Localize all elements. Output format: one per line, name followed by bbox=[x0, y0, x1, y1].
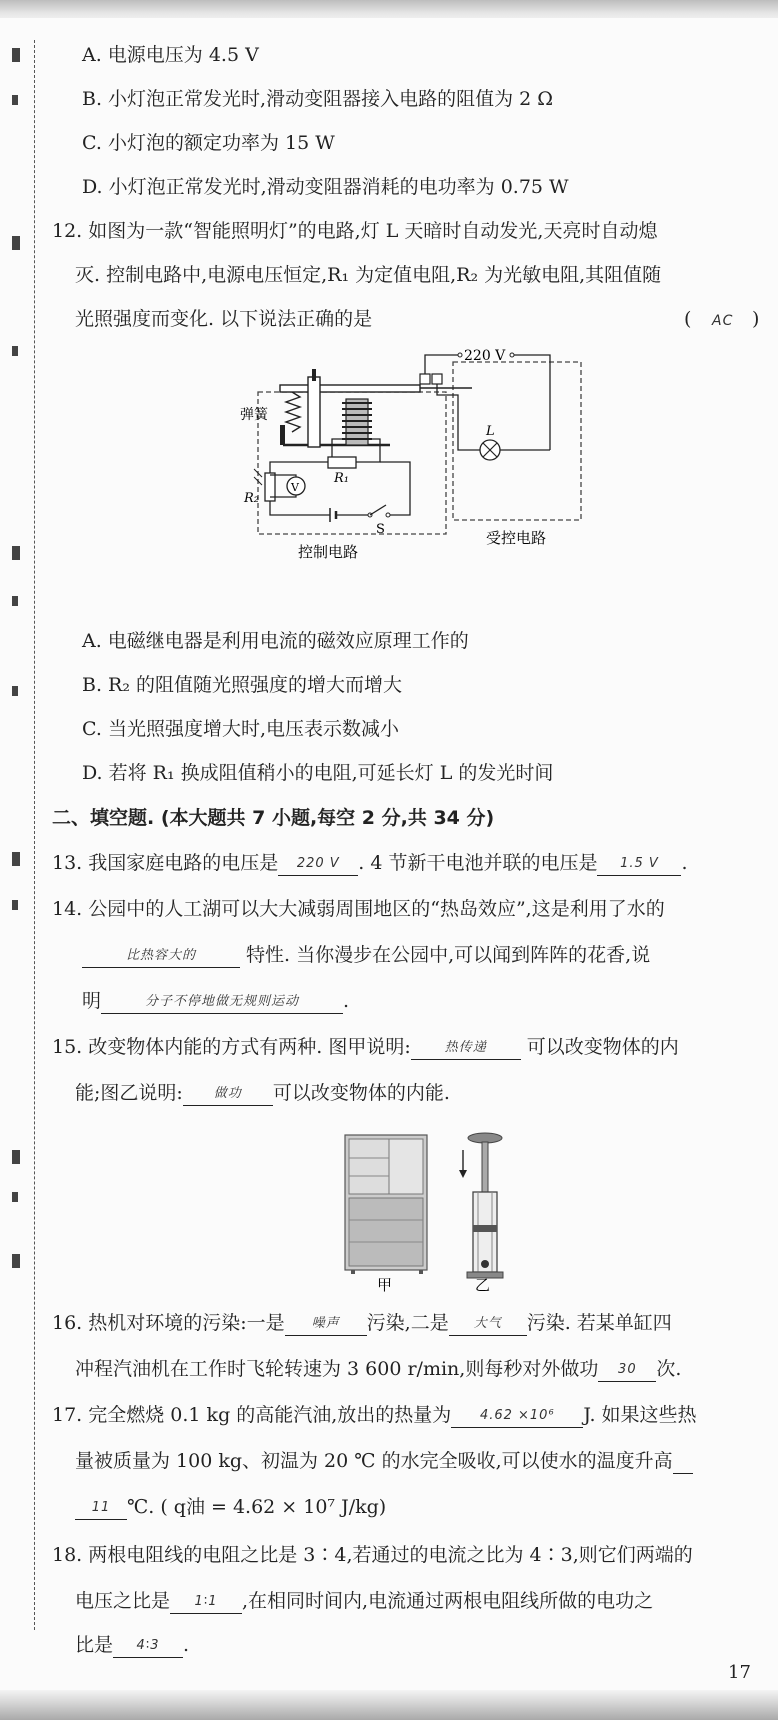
q16-line1 bbox=[52, 1310, 672, 1336]
q17-line1 bbox=[52, 1402, 697, 1428]
r1-label: R₁ bbox=[334, 471, 349, 486]
piston-rod bbox=[482, 1142, 488, 1197]
q16-text-4: 冲程汽油机在工作时飞轮转速为 3 600 r/min,则每秒对外做功 bbox=[75, 1358, 599, 1380]
voltage-label: 220 V bbox=[464, 348, 506, 364]
spring-label: 弹簧 bbox=[240, 407, 268, 423]
q16-text-1: 16. 热机对环境的污染:一是 bbox=[52, 1312, 285, 1334]
q13-text-1: 13. 我国家庭电路的电压是 bbox=[52, 852, 279, 874]
q18-text-4: . bbox=[183, 1634, 190, 1656]
q12-option-a: A. 电磁继电器是利用电流的磁效应原理工作的 bbox=[82, 630, 469, 652]
q13-answer-2: 1.5 V bbox=[597, 853, 681, 876]
q12-stem-line2: 灭. 控制电路中,电源电压恒定,R₁ 为定值电阻,R₂ 为光敏电阻,其阻值随 bbox=[75, 264, 662, 286]
margin-mark bbox=[12, 1254, 20, 1268]
q18-text-3: 比是 bbox=[75, 1634, 114, 1656]
down-arrow-icon bbox=[459, 1170, 467, 1178]
q18-line3 bbox=[75, 1632, 189, 1658]
q11-option-a: A. 电源电压为 4.5 V bbox=[82, 44, 259, 66]
q14-answer-2: 分子不停地做无规则运动 bbox=[101, 991, 343, 1014]
figure-a-label: 甲 bbox=[377, 1276, 393, 1294]
q16-line2 bbox=[75, 1356, 681, 1382]
q18-answer-2: 4∶3 bbox=[113, 1635, 183, 1658]
q12-answer-close: ) bbox=[752, 308, 760, 330]
q17-answer-2: 11 bbox=[75, 1497, 127, 1520]
margin-mark bbox=[12, 95, 18, 105]
q14-line2 bbox=[82, 942, 650, 968]
margin-mark bbox=[12, 852, 20, 866]
q16-text-2: 污染,二是 bbox=[366, 1312, 449, 1334]
q17-blank-start bbox=[673, 1473, 693, 1474]
q18-line1: 18. 两根电阻线的电阻之比是 3∶4,若通过的电流之比为 4∶3,则它们两端的 bbox=[52, 1544, 693, 1566]
margin-mark bbox=[12, 48, 20, 62]
q14-text-4: . bbox=[343, 990, 350, 1012]
q14-text-2: 特性. 当你漫步在公园中,可以闻到阵阵的花香,说 bbox=[246, 944, 651, 966]
q16-answer-2: 大气 bbox=[449, 1313, 527, 1336]
q14-line1: 14. 公园中的人工湖可以大大减弱周围地区的“热岛效应”,这是利用了水的 bbox=[52, 898, 665, 920]
voltmeter-label: V bbox=[291, 481, 299, 494]
q12-option-c: C. 当光照强度增大时,电压表示数减小 bbox=[82, 718, 399, 740]
q12-option-b: B. R₂ 的阻值随光照强度的增大而增大 bbox=[82, 674, 403, 696]
control-circuit-label: 控制电路 bbox=[298, 543, 359, 561]
page-number: 17 bbox=[728, 1662, 751, 1683]
q17-text-1: 17. 完全燃烧 0.1 kg 的高能汽油,放出的热量为 bbox=[52, 1404, 452, 1426]
spring bbox=[286, 392, 300, 432]
q15-line1 bbox=[52, 1034, 679, 1060]
controlled-circuit-label: 受控电路 bbox=[486, 529, 547, 547]
q11-option-c: C. 小灯泡的额定功率为 15 W bbox=[82, 132, 335, 154]
q11-option-b: B. 小灯泡正常发光时,滑动变阻器接入电路的阻值为 2 Ω bbox=[82, 88, 554, 110]
margin-mark bbox=[12, 596, 18, 606]
margin-mark bbox=[12, 1192, 18, 1202]
q17-text-4: ℃. ( q油 = 4.62 × 10⁷ J/kg) bbox=[127, 1496, 387, 1518]
q11-option-d: D. 小灯泡正常发光时,滑动变阻器消耗的电功率为 0.75 W bbox=[82, 176, 569, 198]
q13-text-3: . bbox=[681, 852, 688, 874]
binding-dashed-line bbox=[34, 40, 35, 1630]
q12-stem-line1: 12. 如图为一款“智能照明灯”的电路,灯 L 天暗时自动发光,天亮时自动熄 bbox=[52, 220, 658, 242]
relay-contact bbox=[420, 374, 430, 384]
q15-answer-1: 热传递 bbox=[411, 1037, 521, 1060]
q13-line bbox=[52, 850, 688, 876]
q17-line2 bbox=[75, 1448, 693, 1474]
q16-answer-3: 30 bbox=[598, 1359, 656, 1382]
pivot-post bbox=[308, 377, 320, 447]
section-heading: 二、填空题. (本大题共 7 小题,每空 2 分,共 34 分) bbox=[52, 807, 495, 829]
switch-label: S bbox=[376, 522, 385, 537]
q12-stem-line3: 光照强度而变化. 以下说法正确的是 bbox=[75, 308, 373, 330]
margin-mark bbox=[12, 346, 18, 356]
q16-text-3: 污染. 若某单缸四 bbox=[526, 1312, 672, 1334]
margin-mark bbox=[12, 1150, 20, 1164]
margin-mark bbox=[12, 686, 18, 696]
q14-line3 bbox=[82, 988, 349, 1014]
relay-circuit-diagram bbox=[240, 348, 590, 615]
q17-text-3: 量被质量为 100 kg、初温为 20 ℃ 的水完全吸收,可以使水的温度升高 bbox=[75, 1450, 673, 1472]
q17-answer-1: 4.62 ×10⁶ bbox=[451, 1405, 583, 1428]
bottom-band bbox=[0, 1690, 778, 1720]
figure-b-label: 乙 bbox=[475, 1276, 491, 1294]
switch-s bbox=[370, 505, 386, 515]
margin-mark bbox=[12, 900, 18, 910]
q17-text-2: J. 如果这些热 bbox=[583, 1404, 697, 1426]
q15-text-2: 可以改变物体的内 bbox=[526, 1036, 679, 1058]
q18-text-2: ,在相同时间内,电流通过两根电阻线所做的电功之 bbox=[242, 1590, 654, 1612]
margin-mark bbox=[12, 546, 20, 560]
lamp-label: L bbox=[486, 424, 495, 439]
q18-text-1: 电压之比是 bbox=[75, 1590, 171, 1612]
q15-line2 bbox=[75, 1080, 450, 1106]
q16-text-5: 次. bbox=[656, 1358, 682, 1380]
q12-option-d: D. 若将 R₁ 换成阻值稍小的电阻,可延长灯 L 的发光时间 bbox=[82, 762, 554, 784]
internal-energy-figure bbox=[335, 1130, 535, 1295]
r2-label: R₂ bbox=[244, 491, 259, 506]
q12-answer: AC bbox=[712, 313, 734, 329]
q15-answer-2: 做功 bbox=[183, 1083, 273, 1106]
q15-text-4: 可以改变物体的内能. bbox=[272, 1082, 450, 1104]
q15-text-1: 15. 改变物体内能的方式有两种. 图甲说明: bbox=[52, 1036, 411, 1058]
q14-answer-1: 比热容大的 bbox=[82, 945, 240, 968]
controlled-circuit-box bbox=[453, 362, 581, 520]
q14-text-3: 明 bbox=[82, 990, 102, 1012]
q18-line2 bbox=[75, 1588, 653, 1614]
q12-answer-open: ( bbox=[684, 308, 692, 330]
q17-line3 bbox=[75, 1494, 386, 1520]
q18-answer-1: 1∶1 bbox=[170, 1591, 242, 1614]
q15-text-3: 能;图乙说明: bbox=[75, 1082, 183, 1104]
q16-answer-1: 噪声 bbox=[285, 1313, 367, 1336]
relay-contact bbox=[432, 374, 442, 384]
q13-answer-1: 220 V bbox=[278, 853, 358, 876]
r1-resistor bbox=[328, 457, 356, 468]
margin-mark bbox=[12, 236, 20, 250]
q13-text-2: . 4 节新干电池并联的电压是 bbox=[358, 852, 598, 874]
armature-bar bbox=[280, 385, 420, 392]
